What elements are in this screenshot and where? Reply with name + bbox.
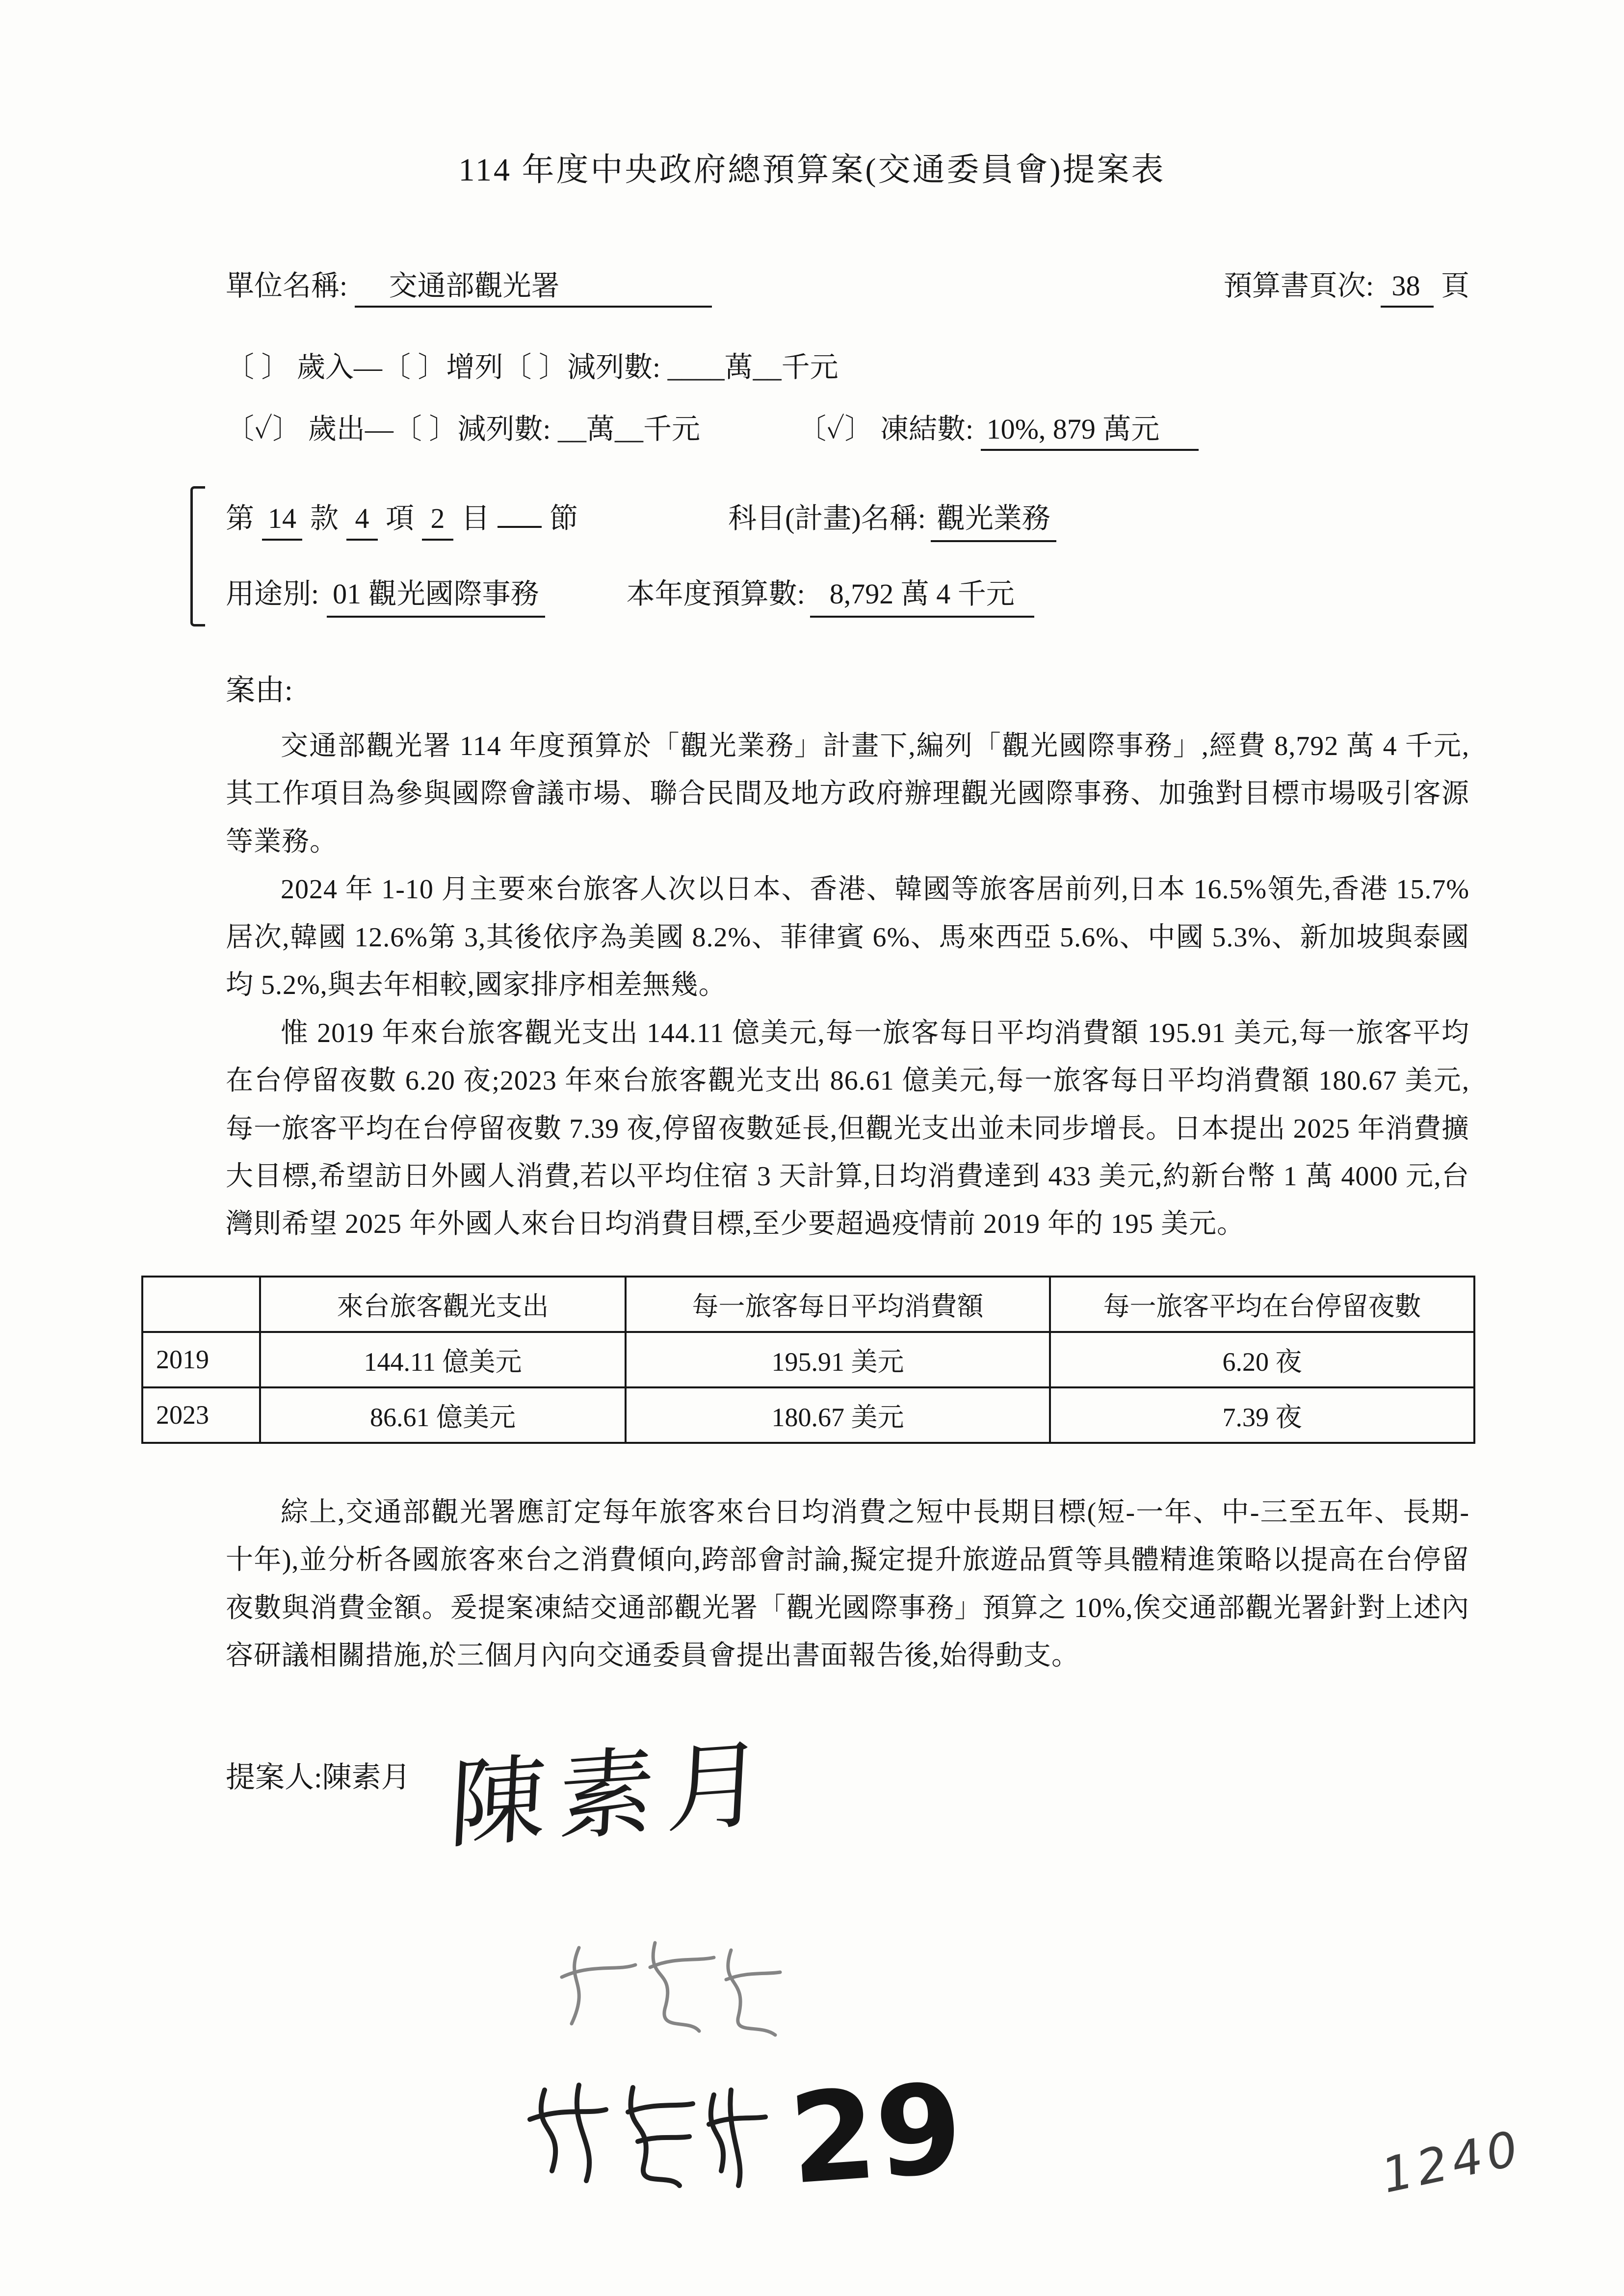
table-header-daily-average: 每一旅客每日平均消費額 (626, 1277, 1050, 1332)
revenue-row (226, 344, 1469, 385)
closing-paragraph: 綜上,交通部觀光署應訂定每年旅客來台日均消費之短中長期目標(短-一年、中-三至五年、長期-十年),並分析各國旅客來台之消費傾向,跨部會討論,擬定提升旅遊品質等具體精進策略以提高在台停留夜數與消費金額。爰提案凍結交通部觀光署「觀光國際事務」預算之 10%,俟交通部觀光署針對上述內容研議相關措施,於三個月內向交通委員會提出書面報告後,始得動支。 (226, 1497, 1469, 1671)
section-bracket (190, 486, 205, 626)
table-cell-spending-2019: 144.11 億美元 (260, 1332, 626, 1387)
budget-item-block (226, 495, 1469, 618)
table-cell-nights-2023: 7.39 夜 (1050, 1387, 1474, 1443)
proposer-signature-handwritten: 陳素月 (446, 1730, 779, 1860)
revenue-checkbox-unchecked: 〔 〕 (226, 351, 290, 383)
table-header-spending: 來台旅客觀光支出 (260, 1277, 626, 1332)
expense-blank: __萬__千元 (558, 413, 701, 445)
budget-page-group (1224, 262, 1469, 304)
table-cell-daily-average-2019: 195.91 美元 (626, 1332, 1050, 1387)
subject-name-value: 觀光業務 (931, 495, 1056, 542)
annual-budget-value: 8,792 萬 4 千元 (810, 571, 1034, 618)
item-xiang-value: 4 (346, 502, 378, 541)
table-row-2023 (142, 1387, 1474, 1443)
table-cell-nights-2019: 6.20 夜 (1050, 1332, 1474, 1387)
item-prefix: 第 (226, 502, 255, 534)
revenue-blank: ____萬__千元 (667, 351, 838, 383)
expense-checkbox-checked: 〔✓〕 (226, 413, 301, 445)
unit-name-label: 單位名稱: (226, 270, 348, 302)
table-cell-daily-average-2023: 180.67 美元 (626, 1387, 1050, 1443)
subject-name-label: 科目(計畫)名稱: (728, 502, 926, 534)
table-header-row (142, 1277, 1474, 1332)
annual-budget-group (627, 571, 1034, 618)
annual-budget-label: 本年度預算數: (626, 578, 805, 610)
table-row-2019 (142, 1332, 1474, 1387)
paragraph-visitor-ranking: 2024 年 1-10 月主要來台旅客人次以日本、香港、韓國等旅客居前列,日本 16.5%領先,香港 15.7%居次,韓國 12.6%第 3,其後依序為美國 8.2%、菲律賓 6%、馬來西亞 5.6%、中國 5.3%、新加坡與泰國均 5.2%,與去年相較,國家排序相差無幾。 (226, 874, 1469, 1001)
handwritten-number-29: 29 (785, 2056, 967, 2212)
handwritten-corner-number: 1240 (1377, 2120, 1528, 2204)
freeze-value: 10%, 879 萬元 (981, 413, 1199, 451)
cosigner-signature-1 (545, 1908, 790, 2056)
cosigner-signature-2 (515, 2061, 780, 2208)
freeze-checkbox-checked: 〔✓〕 (798, 413, 873, 445)
expense-label: 歲出—〔 〕減列數: (308, 413, 551, 445)
item-mu-value: 2 (422, 502, 453, 541)
subject-name-group (728, 495, 1056, 542)
paragraph-spending-comparison: 惟 2019 年來台旅客觀光支出 144.11 億美元,每一旅客每日平均消費額 195.91 美元,每一旅客平均在台停留夜數 6.20 夜;2023 年來台旅客觀光支出 86.61 億美元,每一旅客每日平均消費額 180.67 美元,每一旅客平均在台停留夜數 7.39 夜,停留夜數延長,但觀光支出並未同步增長。日本提出 2025 年消費擴大目標,希望訪日外國人消費,若以平均住宿 3 天計算,日均消費達到 433 美元,約新台幣 1 萬 4000 元,台灣則希望 2025 年外國人來台日均消費目標,至少要超過疫情前 2019 年的 195 美元。 (226, 1018, 1469, 1240)
usage-value: 01 觀光國際事務 (327, 571, 545, 618)
budget-page-number: 38 (1381, 270, 1434, 308)
document-title: 114 年度中央政府總預算案(交通委員會)提案表 (458, 152, 1166, 188)
case-subject-label: 案由: (226, 674, 293, 706)
budget-page-unit: 頁 (1441, 270, 1469, 302)
usage-label: 用途別: (226, 578, 319, 610)
revenue-label: 歲入—〔 〕增列〔 〕減列數: (297, 351, 661, 383)
table-cell-spending-2023: 86.61 億美元 (260, 1387, 626, 1443)
tourism-stats-table (141, 1276, 1475, 1444)
unit-name-group (226, 262, 712, 304)
proposer-row (226, 1730, 1624, 1881)
unit-name-value: 交通部觀光署 (355, 270, 712, 308)
item-number-line (226, 495, 1469, 542)
item-mu-label: 目 (461, 502, 490, 534)
unit-row (226, 262, 1469, 304)
table-cell-year-2019: 2019 (142, 1332, 260, 1387)
table-header-empty (142, 1277, 260, 1332)
item-kuan-value: 14 (262, 502, 302, 541)
table-cell-year-2023: 2023 (142, 1387, 260, 1443)
cosigner-signature-2-group (515, 2056, 967, 2212)
item-xiang-label: 項 (386, 502, 415, 534)
item-kuan-label: 款 (310, 502, 339, 534)
freeze-label: 凍結數: (880, 413, 974, 445)
item-jie-label: 節 (550, 502, 578, 534)
budget-page-label: 預算書頁次: (1223, 270, 1374, 302)
usage-line (226, 571, 1469, 618)
item-jie-blank (498, 522, 542, 528)
paragraph-budget-description: 交通部觀光署 114 年度預算於「觀光業務」計畫下,編列「觀光國際事務」,經費 8,792 萬 4 千元,其工作項目為參與國際會議市場、聯合民間及地方政府辦理觀光國際事務、加強對目標市場吸引客源等業務。 (226, 731, 1469, 857)
table-header-nights: 每一旅客平均在台停留夜數 (1050, 1277, 1474, 1332)
expense-row (226, 406, 1469, 447)
proposer-label: 提案人:陳素月 (226, 1761, 411, 1794)
